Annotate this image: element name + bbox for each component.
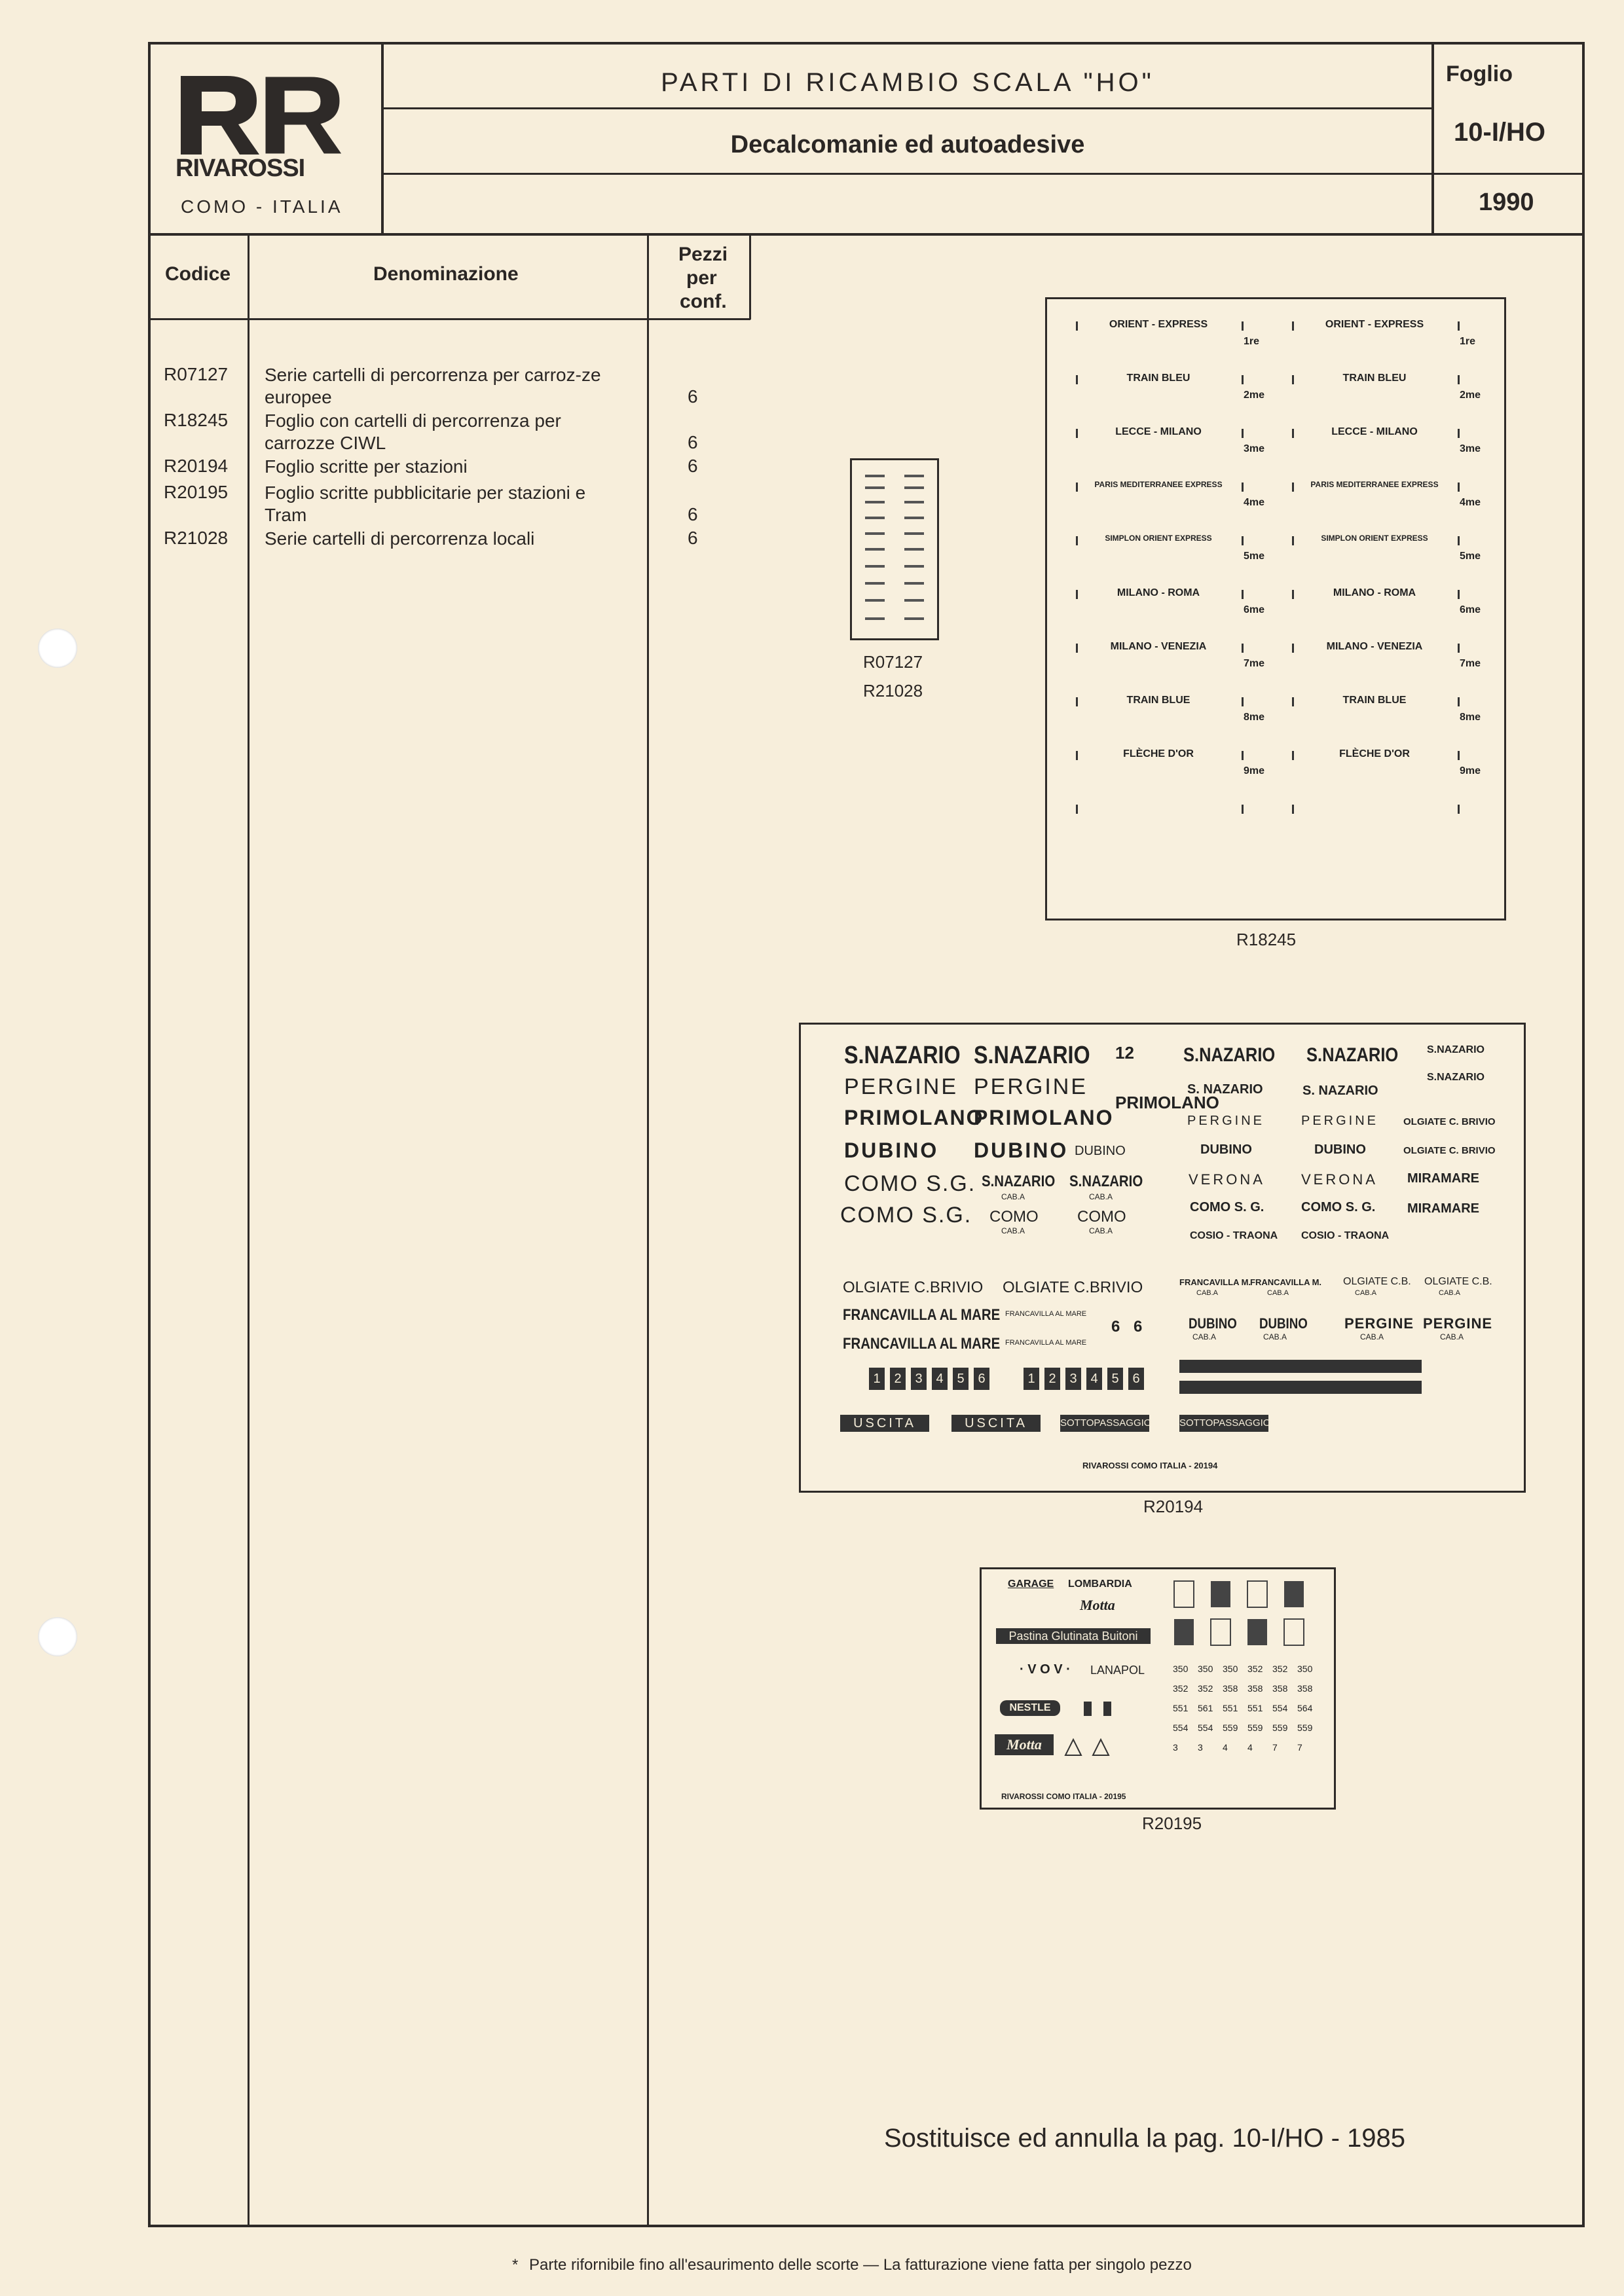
- voiture-number: 4me: [1244, 497, 1265, 508]
- number-cell: 352: [1173, 1683, 1189, 1694]
- board-bracket: [1292, 805, 1460, 814]
- board-bracket: [1292, 536, 1460, 545]
- platform-number-box: 1: [869, 1368, 885, 1390]
- cab-label: CAB.A: [1001, 1226, 1025, 1235]
- cab-label: CAB.A: [1196, 1289, 1219, 1297]
- route-board: MILANO - ROMA: [1333, 587, 1416, 598]
- cab-label: CAB.A: [1089, 1192, 1113, 1201]
- number-cell: 350: [1223, 1664, 1238, 1674]
- platform-number-box: 1: [1024, 1368, 1039, 1390]
- station-label: PERGINE: [1187, 1114, 1265, 1128]
- voiture-number: 3me: [1460, 443, 1481, 454]
- station-label: FRANCAVILLA AL MARE: [1005, 1339, 1087, 1347]
- number-cell: 551: [1223, 1703, 1238, 1713]
- number-cell: 559: [1223, 1722, 1238, 1733]
- voiture-number: 2me: [1460, 390, 1481, 401]
- page-subtitle: Decalcomanie ed autoadesive: [730, 131, 1085, 158]
- decal-sheet-ciwl: [1045, 297, 1506, 920]
- route-board: FLÈCHE D'OR: [1123, 748, 1194, 759]
- station-label: OLGIATE C.BRIVIO: [843, 1279, 984, 1296]
- column-header-qty-1: Pezzi: [678, 244, 728, 265]
- route-board: TRAIN BLEU: [1342, 373, 1407, 384]
- station-label: VERONA: [1301, 1171, 1378, 1188]
- number-cell: 7: [1272, 1742, 1278, 1753]
- route-board: ORIENT - EXPRESS: [1325, 319, 1424, 330]
- number-cell: 352: [1198, 1683, 1213, 1694]
- board-bracket: [1292, 429, 1460, 438]
- station-label: FRANCAVILLA AL MARE: [843, 1306, 1001, 1324]
- platform-number-box: 2: [1044, 1368, 1060, 1390]
- lamp-icons: [1080, 1699, 1119, 1719]
- caption-r07127: R07127: [863, 652, 923, 672]
- col-divider-3: [749, 234, 751, 319]
- route-board: LECCE - MILANO: [1331, 426, 1418, 437]
- exit-plate: USCITA: [951, 1415, 1041, 1432]
- station-label: PERGINE: [1423, 1315, 1493, 1332]
- voiture-number: 8me: [1244, 712, 1265, 723]
- station-label: OLGIATE C.BRIVIO: [1003, 1279, 1143, 1296]
- board-bracket: [1076, 805, 1244, 814]
- number-cell: 358: [1223, 1683, 1238, 1694]
- station-label: S. NAZARIO: [1302, 1084, 1378, 1098]
- table-header-line: [148, 318, 750, 320]
- platform-number-box: 6: [1128, 1368, 1144, 1390]
- figure-icons: [1172, 1578, 1322, 1657]
- frame-right: [1582, 42, 1585, 2227]
- station-label: PERGINE: [844, 1074, 959, 1099]
- station-label: S.NAZARIO: [1306, 1044, 1399, 1066]
- footnote-star: *: [512, 2256, 519, 2274]
- number-cell: 554: [1272, 1703, 1288, 1713]
- exit-plate: USCITA: [840, 1415, 929, 1432]
- number-cell: 561: [1198, 1703, 1213, 1713]
- plate-dark: [1291, 1381, 1422, 1394]
- station-label: FRANCAVILLA M.: [1179, 1277, 1251, 1287]
- station-number: 12: [1115, 1043, 1134, 1063]
- row-qty: 6: [688, 386, 698, 407]
- platform-number-box: 3: [1065, 1368, 1081, 1390]
- station-label: S.NAZARIO: [1069, 1173, 1143, 1190]
- frame-top: [148, 42, 1585, 45]
- voiture-number: 5me: [1460, 551, 1481, 562]
- cab-label: CAB.A: [1439, 1289, 1461, 1297]
- underpass-plate: SOTTOPASSAGGIO: [1179, 1415, 1268, 1432]
- ad-label: LOMBARDIA: [1068, 1578, 1132, 1590]
- station-label: MIRAMARE: [1407, 1201, 1479, 1216]
- route-board: TRAIN BLUE: [1126, 695, 1190, 706]
- voiture-number: 8me: [1460, 712, 1481, 723]
- voiture-number: 2me: [1244, 390, 1265, 401]
- decal-sheet-station: [799, 1023, 1526, 1493]
- warning-triangle-icons: [1064, 1738, 1116, 1758]
- station-label: VERONA: [1189, 1171, 1265, 1188]
- number-cell: 4: [1223, 1742, 1228, 1753]
- board-bracket: [1292, 644, 1460, 653]
- station-label: PERGINE: [974, 1074, 1088, 1099]
- number-cell: 352: [1247, 1664, 1263, 1674]
- number-cell: 559: [1272, 1722, 1288, 1733]
- platform-number-box: 4: [1086, 1368, 1102, 1390]
- station-label: S.NAZARIO: [1183, 1044, 1276, 1066]
- station-label: COMO S. G.: [1190, 1200, 1264, 1214]
- row-code: R20194: [164, 456, 229, 476]
- col-divider-1: [248, 234, 249, 2226]
- station-label: PERGINE: [1301, 1114, 1379, 1128]
- binder-hole-bottom: [38, 1617, 77, 1656]
- number-cell: 358: [1247, 1683, 1263, 1694]
- number-cell: 358: [1272, 1683, 1288, 1694]
- number-cell: 3: [1198, 1742, 1203, 1753]
- row-name: Serie cartelli di percorrenza locali: [265, 528, 535, 549]
- voiture-number: 3me: [1244, 443, 1265, 454]
- platform-number-box: 2: [890, 1368, 906, 1390]
- station-label: OLGIATE C. BRIVIO: [1403, 1116, 1496, 1127]
- station-label: PRIMOLANO: [974, 1106, 1114, 1129]
- number-cell: 7: [1297, 1742, 1302, 1753]
- voiture-number: 9me: [1460, 765, 1481, 776]
- station-label: COMO: [989, 1208, 1039, 1226]
- station-label: S.NAZARIO: [844, 1042, 961, 1069]
- sheet-footer: RIVAROSSI COMO ITALIA - 20195: [1001, 1792, 1126, 1801]
- ad-plate: NESTLE: [1000, 1700, 1060, 1716]
- column-header-qty-3: conf.: [680, 291, 727, 312]
- board-bracket: [1292, 483, 1460, 492]
- route-board: MILANO - VENEZIA: [1110, 641, 1207, 652]
- number-cell: 559: [1247, 1722, 1263, 1733]
- station-label: DUBINO: [1075, 1144, 1126, 1158]
- station-label: OLGIATE C.B.: [1343, 1276, 1411, 1287]
- column-header-name: Denominazione: [373, 263, 519, 285]
- caption-r20194: R20194: [1143, 1497, 1204, 1516]
- station-label: S.NAZARIO: [1427, 1072, 1485, 1083]
- board-bracket: [1292, 375, 1460, 384]
- footnote: Parte rifornibile fino all'esaurimento delle scorte — La fatturazione viene fatta per singolo pezzo: [529, 2256, 1192, 2274]
- station-label: FRANCAVILLA AL MARE: [1005, 1310, 1087, 1318]
- station-label: FRANCAVILLA M.: [1250, 1277, 1322, 1287]
- board-bracket: [1292, 697, 1460, 706]
- board-bracket: [1076, 375, 1244, 384]
- board-bracket: [1076, 483, 1244, 492]
- board-bracket: [1076, 697, 1244, 706]
- caption-r21028: R21028: [863, 681, 923, 701]
- cab-label: CAB.A: [1440, 1332, 1464, 1341]
- number-cell: 4: [1247, 1742, 1253, 1753]
- board-bracket: [1076, 751, 1244, 760]
- cab-label: CAB.A: [1263, 1332, 1287, 1341]
- voiture-number: 5me: [1244, 551, 1265, 562]
- sheet-number: 10-I/HO: [1454, 118, 1546, 147]
- row-code: R07127: [164, 364, 229, 384]
- voiture-number: 9me: [1244, 765, 1265, 776]
- cab-label: CAB.A: [1360, 1332, 1384, 1341]
- sheet-label: Foglio: [1446, 62, 1513, 86]
- platform-number-box: 4: [932, 1368, 948, 1390]
- route-board: MILANO - VENEZIA: [1326, 641, 1423, 652]
- ad-label: LANAPOL: [1090, 1664, 1145, 1677]
- route-board: TRAIN BLEU: [1126, 373, 1190, 384]
- station-label: DUBINO: [1259, 1315, 1308, 1332]
- binder-hole-top: [38, 629, 77, 668]
- station-label: DUBINO: [844, 1139, 939, 1162]
- number-cell: 551: [1173, 1703, 1189, 1713]
- sheet-divider: [1431, 42, 1434, 234]
- page-title: PARTI DI RICAMBIO SCALA "HO": [661, 68, 1154, 97]
- route-board: PARIS MEDITERRANEE EXPRESS: [1310, 480, 1439, 489]
- row-name: Foglio scritte per stazioni: [265, 456, 468, 477]
- platform-number-box: 3: [911, 1368, 927, 1390]
- row-qty: 6: [688, 456, 698, 476]
- sheet-year: 1990: [1479, 189, 1534, 216]
- station-label: PRIMOLANO: [844, 1106, 984, 1129]
- voiture-number: 7me: [1460, 658, 1481, 669]
- decal-sheet-ads: [980, 1567, 1336, 1810]
- route-board: SIMPLON ORIENT EXPRESS: [1321, 534, 1428, 543]
- col-divider-2: [647, 234, 649, 2226]
- station-label: S.NAZARIO: [1427, 1044, 1485, 1055]
- row-code: R20195: [164, 482, 229, 502]
- station-label: COSIO - TRAONA: [1301, 1230, 1390, 1241]
- route-board: PARIS MEDITERRANEE EXPRESS: [1094, 480, 1223, 489]
- platform-number-box: 6: [974, 1368, 989, 1390]
- station-label: DUBINO: [974, 1139, 1069, 1162]
- row-code: R18245: [164, 410, 229, 430]
- row-qty: 6: [688, 528, 698, 548]
- station-label: OLGIATE C. BRIVIO: [1403, 1145, 1496, 1156]
- brand-location: COMO - ITALIA: [181, 196, 343, 217]
- subtitle-divider: [381, 173, 1585, 175]
- platform-number-box: 5: [1107, 1368, 1123, 1390]
- column-header-code: Codice: [165, 263, 231, 285]
- voiture-number: 6me: [1460, 604, 1481, 615]
- number-cell: 3: [1173, 1742, 1178, 1753]
- frame-left: [148, 42, 151, 2227]
- number-cell: 554: [1173, 1722, 1189, 1733]
- route-board: MILANO - ROMA: [1116, 587, 1200, 598]
- rivarossi-logo: [178, 73, 350, 155]
- voiture-number: 4me: [1460, 497, 1481, 508]
- station-label: MIRAMARE: [1407, 1171, 1479, 1186]
- board-bracket: [1292, 590, 1460, 599]
- decal-sheet-small: [850, 458, 939, 640]
- platform-number-box: 5: [953, 1368, 969, 1390]
- row-name: Serie cartelli di percorrenza per carroz-ze europee: [265, 365, 601, 407]
- brand-name: RIVAROSSI: [175, 155, 305, 182]
- station-label: DUBINO: [1189, 1315, 1237, 1332]
- row-code: R21028: [164, 528, 229, 548]
- station-label: PERGINE: [1344, 1315, 1414, 1332]
- voiture-number: 1re: [1244, 336, 1260, 347]
- cab-label: CAB.A: [1089, 1226, 1113, 1235]
- board-bracket: [1292, 751, 1460, 760]
- route-board: FLÈCHE D'OR: [1339, 748, 1410, 759]
- station-label: S.NAZARIO: [982, 1173, 1056, 1190]
- header-bottom-line: [148, 233, 1585, 236]
- ad-label: Motta: [1080, 1597, 1115, 1613]
- station-label: FRANCAVILLA AL MARE: [843, 1335, 1001, 1353]
- number-cell: 551: [1247, 1703, 1263, 1713]
- route-board: ORIENT - EXPRESS: [1109, 319, 1208, 330]
- board-bracket: [1292, 321, 1460, 331]
- title-divider: [381, 107, 1433, 109]
- station-label: S.NAZARIO: [974, 1042, 1090, 1069]
- caption-r18245: R18245: [1236, 930, 1297, 949]
- station-label: COSIO - TRAONA: [1190, 1230, 1278, 1241]
- station-number: 6: [1134, 1318, 1143, 1336]
- row-qty: 6: [688, 504, 698, 524]
- ad-plate: Motta: [995, 1734, 1054, 1755]
- replace-note: Sostituisce ed annulla la pag. 10-I/HO - 1985: [884, 2124, 1406, 2153]
- cab-label: CAB.A: [1192, 1332, 1217, 1341]
- board-bracket: [1076, 590, 1244, 599]
- cab-label: CAB.A: [1355, 1289, 1377, 1297]
- ad-plate: Pastina Glutinata Buitoni: [996, 1628, 1151, 1644]
- number-cell: 350: [1173, 1664, 1189, 1674]
- route-board: SIMPLON ORIENT EXPRESS: [1105, 534, 1212, 543]
- voiture-number: 1re: [1460, 336, 1476, 347]
- station-label: DUBINO: [1200, 1142, 1252, 1157]
- number-cell: 350: [1198, 1664, 1213, 1674]
- station-label: OLGIATE C.B.: [1424, 1276, 1492, 1287]
- number-cell: 554: [1198, 1722, 1213, 1733]
- voiture-number: 7me: [1244, 658, 1265, 669]
- number-cell: 350: [1297, 1664, 1313, 1674]
- station-label: COMO S.G.: [844, 1171, 976, 1196]
- underpass-plate: SOTTOPASSAGGIO: [1060, 1415, 1149, 1432]
- station-label: S. NAZARIO: [1187, 1082, 1263, 1097]
- board-bracket: [1076, 429, 1244, 438]
- station-label: COMO S.G.: [840, 1203, 972, 1228]
- route-board: TRAIN BLUE: [1342, 695, 1407, 706]
- route-board: LECCE - MILANO: [1115, 426, 1202, 437]
- row-name: Foglio con cartelli di percorrenza per carrozze CIWL: [265, 410, 561, 453]
- number-cell: 352: [1272, 1664, 1288, 1674]
- number-cell: 358: [1297, 1683, 1313, 1694]
- station-number: 6: [1111, 1318, 1120, 1336]
- board-bracket: [1076, 644, 1244, 653]
- cab-label: CAB.A: [1001, 1192, 1025, 1201]
- column-header-qty-2: per: [686, 267, 717, 289]
- plate-dark: [1291, 1360, 1422, 1373]
- voiture-number: 6me: [1244, 604, 1265, 615]
- number-cell: 559: [1297, 1722, 1313, 1733]
- station-label: DUBINO: [1314, 1142, 1366, 1157]
- cab-label: CAB.A: [1267, 1289, 1289, 1297]
- caption-r20195: R20195: [1142, 1813, 1202, 1833]
- row-qty: 6: [688, 432, 698, 452]
- ad-label: GARAGE: [1008, 1578, 1054, 1590]
- sheet-footer: RIVAROSSI COMO ITALIA - 20194: [1082, 1461, 1218, 1470]
- ad-label: · V O V ·: [1020, 1662, 1071, 1677]
- row-name: Foglio scritte pubblicitarie per stazioni e Tram: [265, 483, 586, 525]
- board-bracket: [1076, 321, 1244, 331]
- number-cell: 564: [1297, 1703, 1313, 1713]
- station-label: COMO S. G.: [1301, 1200, 1376, 1214]
- year-divider-top: [1431, 173, 1585, 175]
- frame-bottom: [148, 2225, 1585, 2227]
- board-bracket: [1076, 536, 1244, 545]
- station-label: COMO: [1077, 1208, 1126, 1226]
- station-number: PRIMOLANO: [1115, 1093, 1219, 1112]
